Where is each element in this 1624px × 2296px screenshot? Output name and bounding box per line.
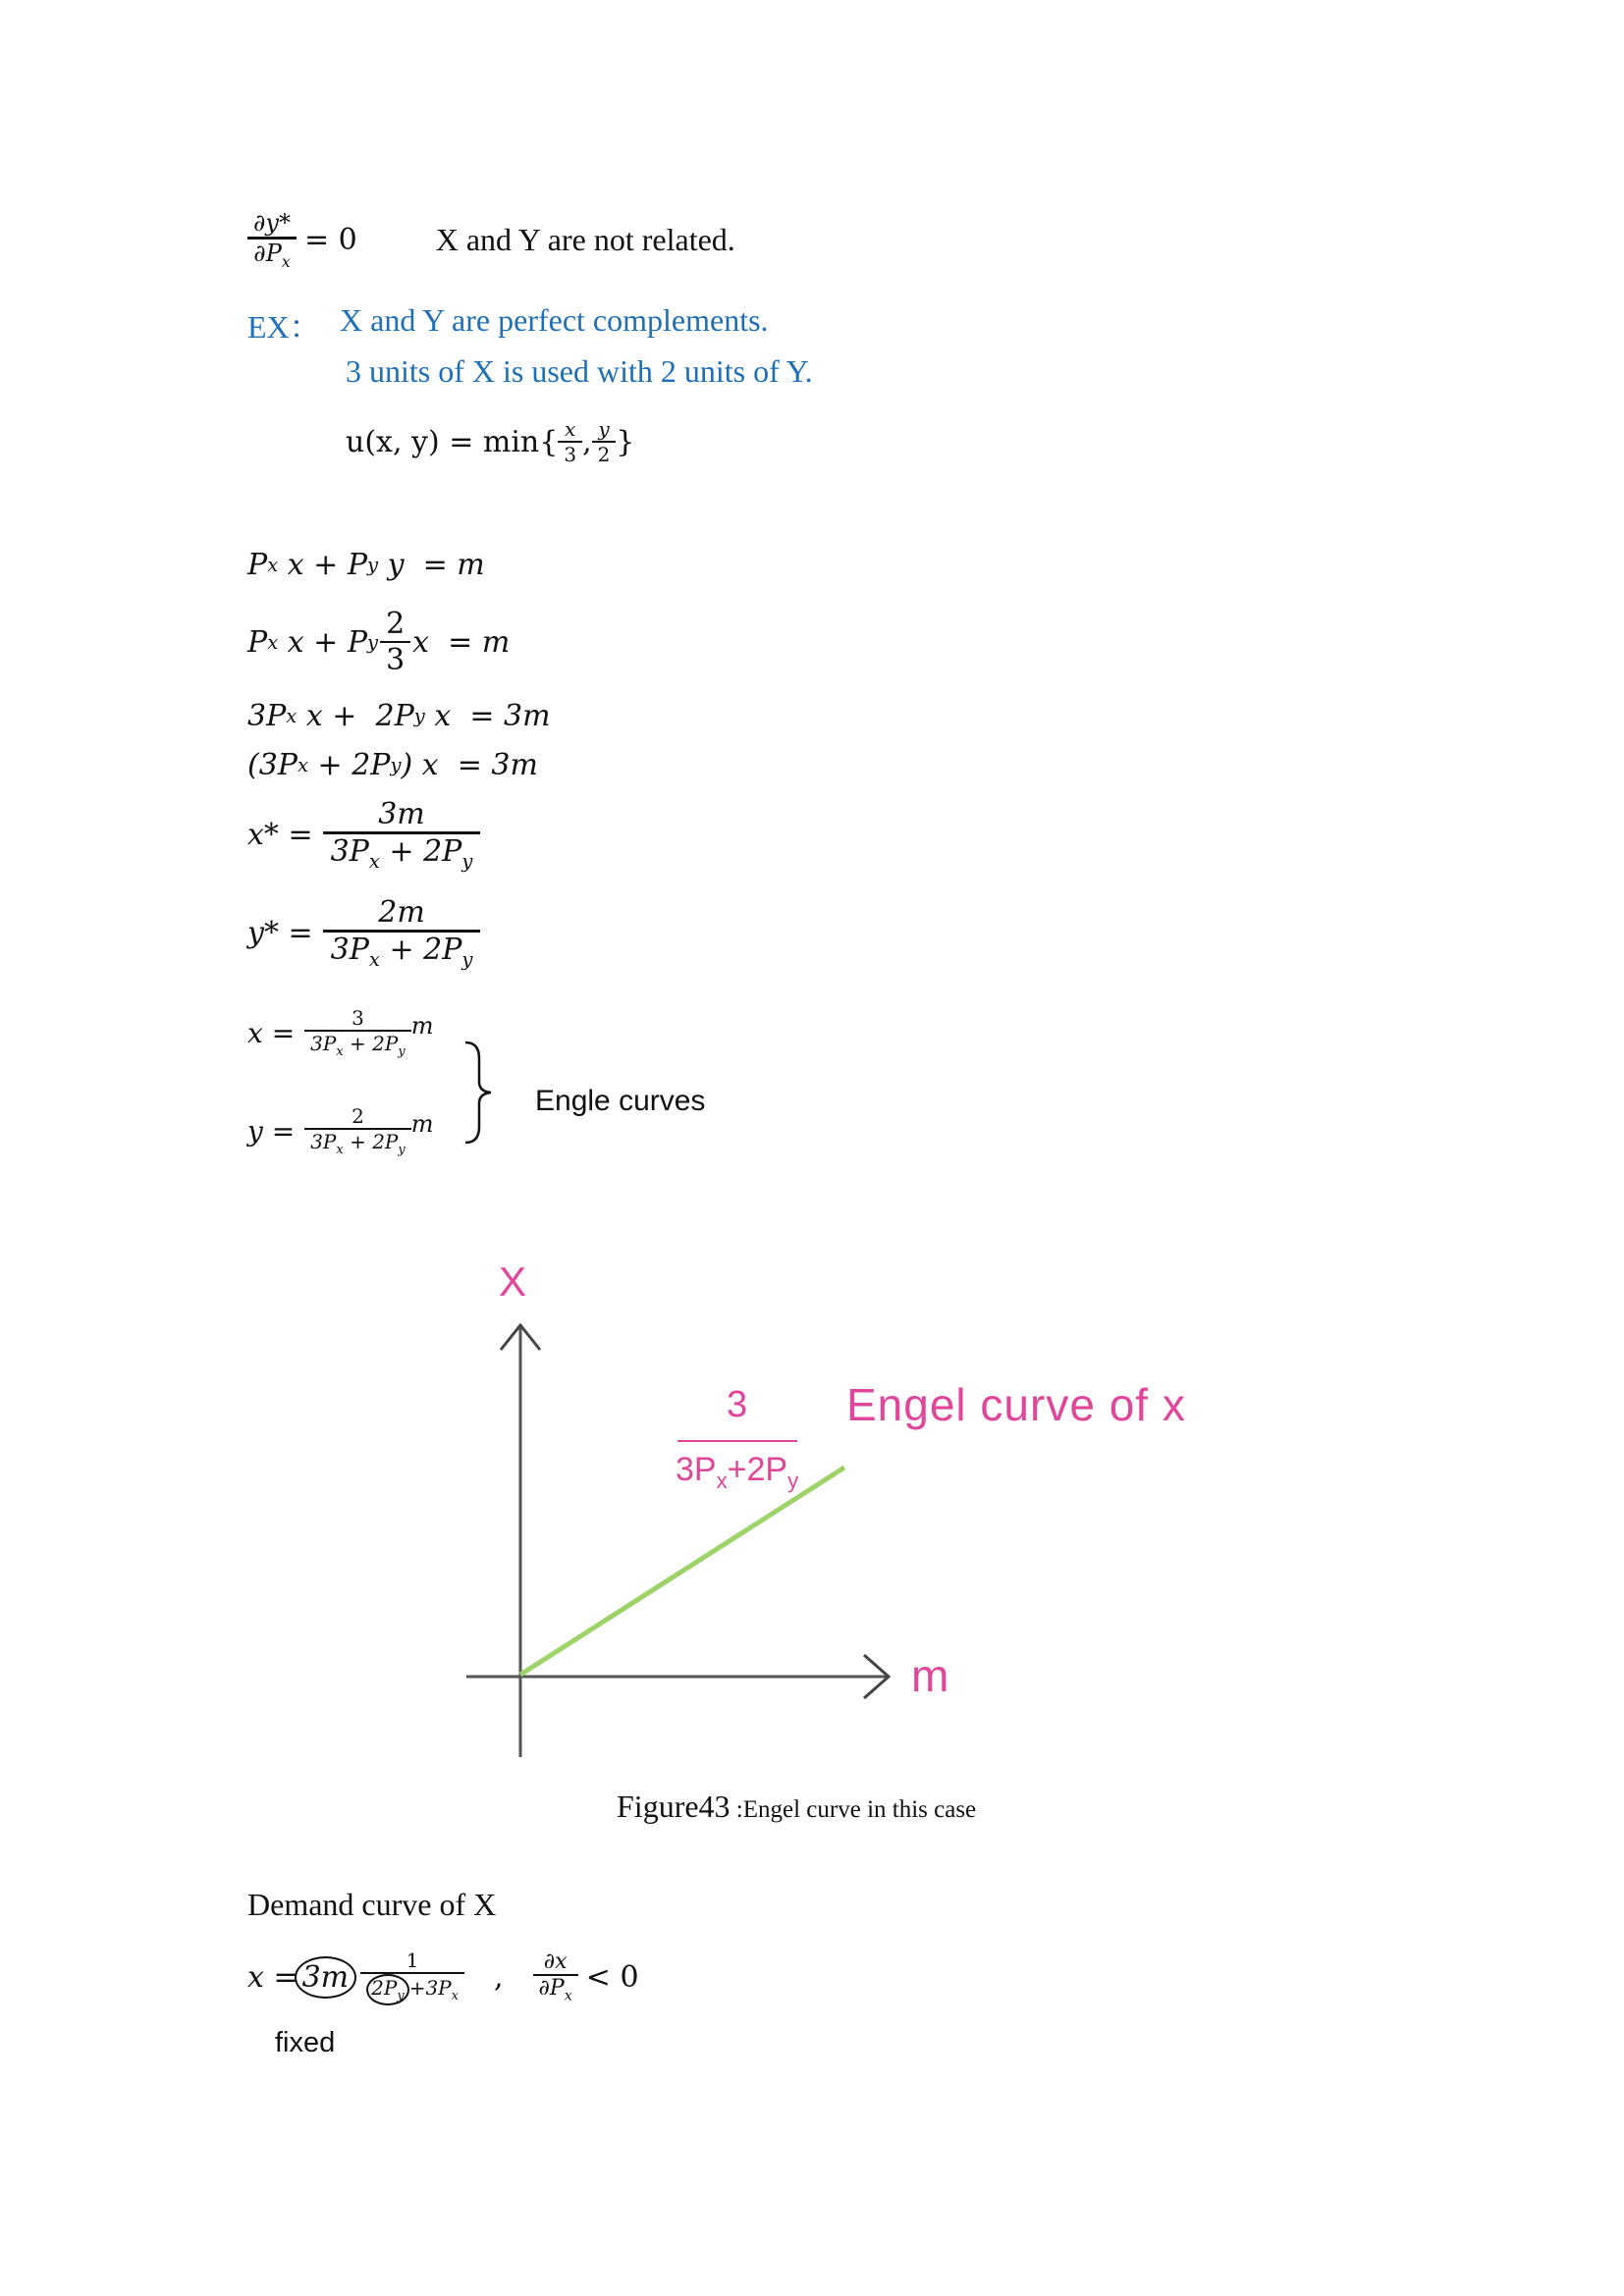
caption-number: Figure43	[617, 1789, 731, 1824]
budget-end: y = m	[378, 548, 485, 582]
px-symbol: P	[247, 624, 268, 660]
x-star-lhs: x* =	[247, 818, 313, 852]
den-mid: + 2P	[343, 1130, 399, 1153]
curly-brace	[461, 1039, 501, 1147]
slope-den-sub-2: y	[787, 1468, 799, 1493]
den-b-sub: y	[461, 948, 473, 971]
fraction-numerator: x	[565, 417, 576, 441]
circled-2py	[366, 1974, 409, 2005]
den-b: + 2P	[379, 933, 462, 967]
circled-2p: 2P	[371, 1976, 398, 2000]
den-a-sub: x	[368, 850, 380, 873]
py-sub: y	[367, 630, 379, 654]
den-rest-sub: x	[451, 1989, 459, 2003]
slope-den-sub-1: x	[716, 1468, 728, 1493]
den-a: 3P	[330, 933, 369, 967]
factor-mid: + 2P	[307, 748, 391, 782]
equals-zero: = 0	[303, 222, 357, 257]
y-star-equation	[247, 895, 480, 971]
mult-start: 3P	[247, 699, 287, 733]
fraction-denominator	[533, 1974, 578, 2003]
circled-2p-sub: y	[397, 1989, 405, 2003]
denominator-subscript: x	[281, 252, 291, 271]
demand-fraction	[360, 1949, 464, 2005]
demand-equation	[247, 1949, 639, 2005]
den-mid: + 2P	[343, 1032, 399, 1055]
fraction-denominator	[360, 1972, 464, 2005]
den-a-sub: x	[368, 948, 380, 971]
den-b: + 2P	[379, 834, 462, 869]
slope-den-mid: +2P	[727, 1451, 788, 1488]
slope-denominator	[676, 1451, 798, 1494]
example-line-1: X and Y are perfect complements.	[340, 302, 769, 338]
factor-end: ) x = 3m	[401, 748, 538, 782]
den-a: 3P	[310, 1130, 337, 1153]
fraction-numerator: y	[598, 417, 610, 441]
engel-curve-line	[520, 1468, 844, 1675]
py-symbol: P	[347, 624, 368, 660]
engel-curve-label: Engel curve of x	[846, 1379, 1186, 1430]
utility-lhs: u(x, y) = min{	[346, 424, 559, 459]
budget-equation	[247, 548, 485, 582]
slope-numerator: 3	[727, 1384, 748, 1425]
fixed-label: fixed	[275, 2027, 336, 2058]
den-sub-2: y	[398, 1044, 406, 1059]
engle-curves-label: Engle curves	[535, 1085, 706, 1117]
substitution-equation	[247, 607, 510, 677]
derivative-denominator	[247, 237, 296, 271]
fraction-denominator: 2	[592, 441, 617, 466]
demand-derivative	[533, 1949, 578, 2003]
subst-end: x = m	[412, 624, 511, 660]
fraction-denominator	[323, 831, 481, 873]
example-label: EX：	[247, 309, 321, 345]
caption-text: :Engel curve in this case	[730, 1796, 977, 1823]
px-sub: x	[267, 630, 279, 654]
engel-x-m: m	[410, 1012, 434, 1040]
fraction-numerator: 2	[352, 1104, 364, 1128]
fraction-denominator	[304, 1030, 411, 1059]
figure-x-label: m	[911, 1650, 949, 1701]
engel-x-equation	[247, 1006, 433, 1059]
two-thirds-fraction	[380, 607, 410, 677]
x-star-equation	[247, 797, 480, 873]
mult-end: x = 3m	[424, 699, 551, 733]
engel-y-fraction	[304, 1104, 411, 1157]
figure-y-label: X	[499, 1258, 527, 1305]
d-den: ∂P	[538, 1976, 565, 2002]
den-a: 3P	[330, 834, 369, 869]
denominator-symbol: ∂P	[253, 240, 282, 267]
factor-sub-2: y	[390, 754, 402, 776]
engel-x-fraction	[304, 1006, 411, 1059]
demand-inequality: < 0	[585, 1959, 639, 1995]
subst-part: x +	[278, 624, 348, 660]
slope-den-a: 3P	[676, 1451, 717, 1488]
fraction-denominator: 3	[558, 441, 582, 466]
fraction-numerator: 1	[406, 1949, 419, 1972]
py-symbol: P	[347, 548, 368, 582]
multiplied-equation	[247, 699, 551, 733]
den-sub-2: y	[398, 1143, 406, 1157]
demand-comma: ,	[493, 1959, 504, 1995]
derivative-numerator: ∂y*	[253, 209, 291, 237]
py-sub: y	[367, 554, 379, 576]
den-b-sub: y	[461, 850, 473, 873]
derivative-fraction	[247, 209, 297, 271]
den-sub-1: x	[336, 1143, 344, 1157]
not-related-text: X and Y are not related.	[435, 221, 735, 257]
engel-x-lhs: x =	[247, 1016, 296, 1049]
demand-curve-title: Demand curve of X	[247, 1887, 497, 1922]
demand-lhs: x =	[247, 1959, 298, 1995]
fraction-numerator: 2	[386, 607, 406, 641]
utility-function	[346, 417, 634, 466]
factor-start: (3P	[247, 748, 298, 782]
engel-y-m: m	[410, 1110, 434, 1138]
circled-3m: 3m	[295, 1956, 357, 1999]
engel-y-lhs: y =	[247, 1114, 296, 1148]
y-star-fraction	[323, 895, 481, 971]
fraction-numerator: 3	[352, 1006, 364, 1030]
den-sub-1: x	[336, 1044, 344, 1059]
px-symbol: P	[247, 548, 268, 582]
den-a: 3P	[310, 1032, 337, 1055]
factor-sub-1: x	[297, 754, 308, 776]
d-den-sub: x	[564, 1988, 572, 2004]
derivative-statement	[247, 209, 735, 271]
factored-equation	[247, 748, 538, 782]
mult-sub-2: y	[413, 705, 425, 727]
figure-caption	[617, 1789, 976, 1825]
x-star-fraction	[323, 797, 481, 873]
example-line-2: 3 units of X is used with 2 units of Y.	[346, 353, 813, 389]
utility-fraction-y	[592, 417, 617, 466]
y-star-lhs: y* =	[247, 916, 313, 950]
utility-close: }	[616, 424, 635, 459]
fraction-numerator: ∂x	[543, 1949, 568, 1975]
utility-fraction-x	[558, 417, 582, 466]
mult-sub-1: x	[286, 705, 298, 727]
fraction-denominator	[323, 930, 481, 971]
budget-part: x +	[278, 548, 348, 582]
fraction-numerator: 2m	[378, 895, 425, 930]
fraction-denominator: 3	[380, 641, 410, 677]
fraction-denominator	[304, 1128, 411, 1157]
engel-y-equation	[247, 1104, 434, 1157]
mult-mid: x + 2P	[297, 699, 414, 733]
fraction-numerator: 3m	[378, 797, 425, 831]
utility-separator: ,	[582, 424, 592, 459]
den-rest: +3P	[408, 1976, 452, 2000]
px-sub: x	[267, 554, 279, 576]
engel-curve-figure	[452, 1266, 1218, 1767]
